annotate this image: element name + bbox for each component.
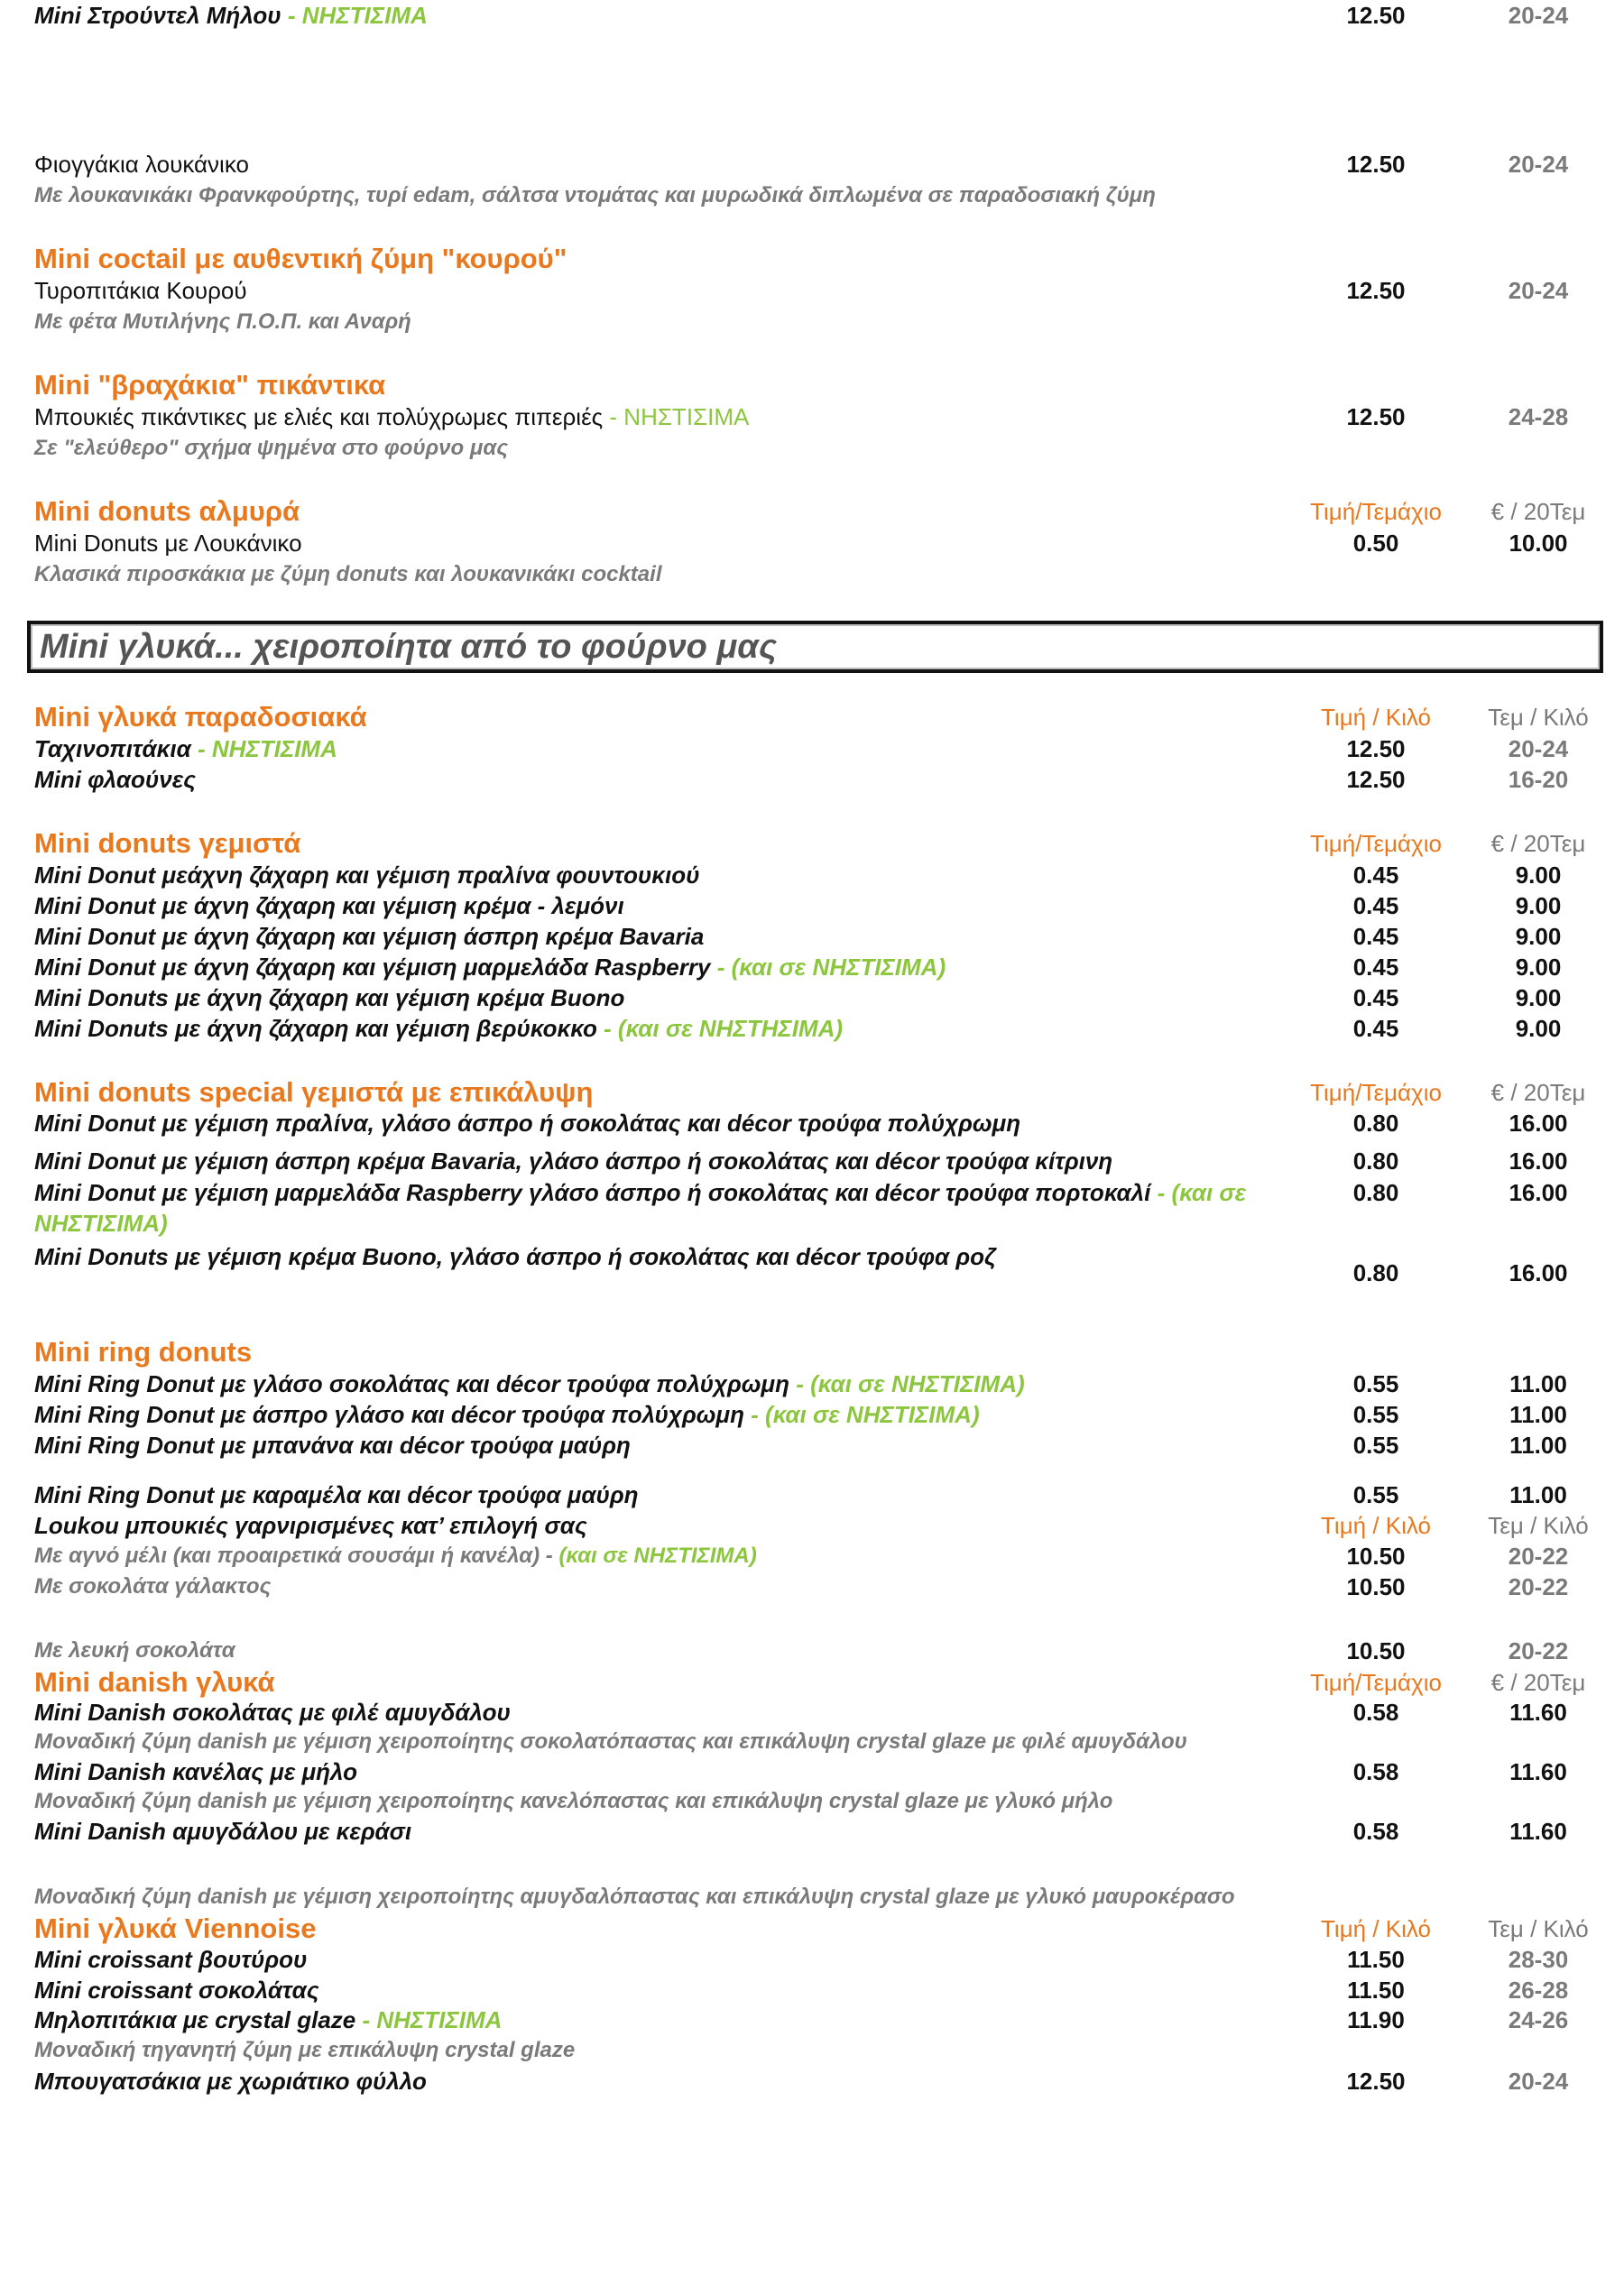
- banner-title: Mini γλυκά... χειροποίητα από το φούρνο μας: [40, 628, 778, 666]
- section-heading: [0, 1077, 1624, 1108]
- section-heading: [0, 1337, 1624, 1368]
- price-value: 10.50: [1346, 1637, 1406, 1664]
- item-name: Mini Danish αμυγδάλου με κεράσι: [34, 1818, 412, 1845]
- menu-item: [0, 1479, 1624, 1510]
- item-description: [0, 1727, 1624, 1757]
- item-description: [0, 1541, 1624, 1571]
- fasting-label: - ΝΗΣΤΙΣΙΜΑ: [287, 2, 428, 29]
- description-text: Με αγνό μέλι (και προαιρετικά σουσάμι ή κανέλα) - (και σε ΝΗΣΤΙΣΙΜΑ): [34, 1544, 757, 1568]
- quantity-value: 16-20: [1508, 766, 1569, 793]
- item-name: Mini Ring Donut με μπανάνα και décor τρούφα μαύρη: [34, 1432, 631, 1459]
- price-value: 0.55: [1352, 1481, 1399, 1508]
- price-value: 11.90: [1347, 2006, 1405, 2033]
- menu-item: [0, 860, 1624, 890]
- section-heading: [0, 702, 1624, 733]
- section-title: Mini γλυκά Viennoise: [34, 1912, 317, 1944]
- fasting-label: - (και σε ΝΗΣΤΙΣΙΜΑ): [34, 1179, 1247, 1237]
- quantity-value: 20-24: [1508, 277, 1569, 304]
- quantity-value: 20-24: [1508, 151, 1569, 178]
- quantity-value: 9.00: [1515, 984, 1562, 1011]
- fasting-label: - (και σε ΝΗΣΤΙΣΙΜΑ): [796, 1370, 1025, 1397]
- price-column-header: Τιμή / Κιλό: [1321, 1915, 1431, 1942]
- section-title: Mini danish γλυκά: [34, 1666, 275, 1698]
- menu-item: [0, 275, 1624, 306]
- item-name: Mini Danish κανέλας με μήλο: [34, 1758, 358, 1785]
- item-description: [0, 1571, 1624, 1602]
- fasting-label: - (και σε ΝΗΣΤΗΣΙΜΑ): [604, 1015, 844, 1042]
- item-name: Μηλοπιτάκια με crystal glaze - ΝΗΣΤΙΣΙΜΑ: [34, 2006, 503, 2033]
- item-name: Mini croissant βουτύρου: [34, 1946, 308, 1973]
- price-column-header: Τιμή/Τεμάχιο: [1310, 498, 1442, 525]
- item-description: [0, 180, 1624, 211]
- price-value: 0.45: [1352, 984, 1399, 1011]
- section-heading: [0, 370, 1624, 401]
- menu-item: [0, 1975, 1624, 2005]
- price-value: 0.45: [1352, 1015, 1399, 1042]
- quantity-column-header: Τεμ / Κιλό: [1488, 1915, 1589, 1942]
- quantity-value: 16.00: [1509, 1110, 1568, 1137]
- price-value: 11.50: [1347, 1946, 1405, 1973]
- description-text: Με σοκολάτα γάλακτος: [34, 1574, 272, 1599]
- quantity-value: 11.00: [1509, 1481, 1567, 1508]
- item-name: Mini croissant σοκολάτας: [34, 1977, 319, 2004]
- quantity-column-header: Τεμ / Κιλό: [1488, 1512, 1589, 1539]
- quantity-value: 11.00: [1509, 1401, 1567, 1428]
- quantity-column-header: € / 20Τεμ: [1490, 1669, 1586, 1696]
- item-name: Mini Donuts με Λουκάνικο: [34, 530, 302, 557]
- menu-item: [0, 1241, 1624, 1286]
- price-value: 0.80: [1352, 1179, 1399, 1206]
- item-name: Loukou μπουκιές γαρνιρισμένες κατ’ επιλογή σας: [34, 1512, 587, 1539]
- section-heading: [0, 244, 1624, 274]
- item-name: Mini Donut με γέμιση πραλίνα, γλάσο άσπρο ή σοκολάτας και décor τρούφα πολύχρωμη: [34, 1110, 1021, 1137]
- item-name: Mini Donuts με γέμιση κρέμα Buono, γλάσο άσπρο ή σοκολάτας και décor τρούφα ροζ: [34, 1243, 996, 1270]
- fasting-label: - (και σε ΝΗΣΤΙΣΙΜΑ): [751, 1401, 980, 1428]
- menu-item: [0, 1697, 1624, 1728]
- menu-item: [0, 1944, 1624, 1975]
- fasting-label: - ΝΗΣΤΙΣΙΜΑ: [190, 735, 337, 762]
- description-text: Μοναδική τηγανητή ζύμη με επικάλυψη crystal glaze: [34, 2038, 576, 2062]
- quantity-value: 9.00: [1515, 923, 1562, 950]
- menu-item: [0, 1510, 1624, 1541]
- description-text: Μοναδική ζύμη danish με γέμιση χειροποίητης σοκολατόπαστας και επικάλυψη crystal glaze με φιλέ αμυγδάλου: [34, 1729, 1187, 1754]
- price-value: 12.50: [1346, 2, 1406, 29]
- menu-item: [0, 1108, 1624, 1138]
- quantity-value: 24-26: [1508, 2006, 1569, 2033]
- menu-item: [0, 528, 1624, 558]
- item-name: Mini Donut με γέμιση μαρμελάδα Raspberry γλάσο άσπρο ή σοκολάτας και décor τρούφα πορτοκαλί - (και σε ΝΗΣΤΙΣΙΜΑ): [34, 1179, 1247, 1237]
- price-value: 10.50: [1346, 1543, 1406, 1570]
- menu-item: [0, 952, 1624, 982]
- quantity-value: 16.00: [1509, 1179, 1568, 1206]
- item-description: [0, 433, 1624, 464]
- item-name: Mini Ring Donut με καραμέλα και décor τρούφα μαύρη: [34, 1481, 639, 1508]
- section-title: Mini "βραχάκια" πικάντικα: [34, 369, 386, 401]
- quantity-column-header: € / 20Τεμ: [1490, 498, 1586, 525]
- quantity-value: 10.00: [1509, 530, 1568, 557]
- section-title: Mini donuts αλμυρά: [34, 495, 300, 527]
- quantity-value: 9.00: [1515, 862, 1562, 889]
- fasting-label: - ΝΗΣΤΙΣΙΜΑ: [603, 403, 750, 430]
- item-name: Mini Ring Donut με άσπρο γλάσο και décor τρούφα πολύχρωμη - (και σε ΝΗΣΤΙΣΙΜΑ): [34, 1401, 980, 1428]
- quantity-value: 20-22: [1508, 1573, 1569, 1600]
- menu-item: [0, 149, 1624, 180]
- menu-item: [0, 921, 1624, 952]
- item-name: Mini Danish σοκολάτας με φιλέ αμυγδάλου: [34, 1699, 511, 1726]
- quantity-column-header: € / 20Τεμ: [1490, 1079, 1586, 1106]
- description-text: Μοναδική ζύμη danish με γέμιση χειροποίητης αμυγδαλόπαστας και επικάλυψη crystal glaze με γλυκό μαυροκέρασο: [34, 1885, 1235, 1909]
- quantity-value: 11.00: [1509, 1370, 1567, 1397]
- price-value: 0.45: [1352, 862, 1399, 889]
- price-value: 0.58: [1352, 1758, 1399, 1785]
- menu-item: [0, 0, 1624, 31]
- quantity-value: 28-30: [1508, 1946, 1569, 1973]
- item-name: Mini Donuts με άχνη ζάχαρη και γέμιση βερύκοκκο - (και σε ΝΗΣΤΗΣΙΜΑ): [34, 1015, 844, 1042]
- quantity-value: 24-28: [1508, 403, 1569, 430]
- price-column-header: Τιμή/Τεμάχιο: [1310, 830, 1442, 857]
- price-column-header: Τιμή / Κιλό: [1321, 1512, 1431, 1539]
- quantity-value: 16.00: [1509, 1148, 1568, 1175]
- section-title: Mini ring donuts: [34, 1336, 253, 1368]
- price-value: 0.45: [1352, 892, 1399, 919]
- description-text: Κλασικά πιροσκάκια με ζύμη donuts και λουκανικάκι cocktail: [34, 562, 662, 586]
- menu-item: [0, 1013, 1624, 1044]
- menu-item: [0, 1816, 1624, 1847]
- quantity-value: 20-24: [1508, 2068, 1569, 2095]
- description-text: Με φέτα Μυτιλήνης Π.Ο.Π. και Αναρή: [34, 309, 411, 334]
- item-description: [0, 1636, 1624, 1666]
- quantity-value: 11.60: [1509, 1758, 1567, 1785]
- price-value: 10.50: [1346, 1573, 1406, 1600]
- quantity-value: 20-22: [1508, 1637, 1569, 1664]
- section-title: Mini coctail με αυθεντική ζύμη "κουρού": [34, 243, 567, 274]
- item-name: Φιογγάκια λουκάνικο: [34, 151, 249, 178]
- section-title: Mini donuts special γεμιστά με επικάλυψη: [34, 1076, 594, 1108]
- price-value: 0.58: [1352, 1699, 1399, 1726]
- item-name: Mini Donut με άχνη ζάχαρη και γέμιση μαρμελάδα Raspberry - (και σε ΝΗΣΤΙΣΙΜΑ): [34, 954, 946, 981]
- price-value: 0.55: [1352, 1370, 1399, 1397]
- price-column-header: Τιμή / Κιλό: [1321, 704, 1431, 731]
- item-name: Mini Donut με άχνη ζάχαρη και γέμιση κρέμα - λεμόνι: [34, 892, 624, 919]
- quantity-column-header: Τεμ / Κιλό: [1488, 704, 1589, 731]
- price-value: 12.50: [1346, 766, 1406, 793]
- quantity-value: 20-22: [1508, 1543, 1569, 1570]
- price-column-header: Τιμή/Τεμάχιο: [1310, 1079, 1442, 1106]
- menu-item: [0, 1399, 1624, 1430]
- price-value: 0.55: [1352, 1401, 1399, 1428]
- description-text: Με λουκανικάκι Φρανκφούρτης, τυρί edam, σάλτσα ντομάτας και μυρωδικά διπλωμένα σε παραδοσιακή ζύμη: [34, 183, 1156, 207]
- menu-item: [0, 1756, 1624, 1787]
- price-value: 12.50: [1346, 735, 1406, 762]
- item-name: Mini Donut με άχνη ζάχαρη και γέμιση άσπρη κρέμα Bavaria: [34, 923, 705, 950]
- quantity-value: 9.00: [1515, 954, 1562, 981]
- price-value: 0.80: [1352, 1110, 1399, 1137]
- section-banner-sweets: [27, 621, 1603, 673]
- item-name: Μπουγατσάκια με χωριάτικο φύλλο: [34, 2068, 427, 2095]
- item-name: Τυροπιτάκια Κουρού: [34, 277, 247, 304]
- fasting-label: - (και σε ΝΗΣΤΙΣΙΜΑ): [716, 954, 946, 981]
- price-value: 0.55: [1352, 1432, 1399, 1459]
- item-name: Ταχινοπιτάκια - ΝΗΣΤΙΣΙΜΑ: [34, 735, 337, 762]
- price-value: 12.50: [1346, 277, 1406, 304]
- item-name: Mini Donut με γέμιση άσπρη κρέμα Bavaria, γλάσο άσπρο ή σοκολάτας και décor τρούφα κίτρινη: [34, 1148, 1113, 1175]
- menu-item: [0, 2066, 1624, 2097]
- section-title: Mini donuts γεμιστά: [34, 827, 301, 859]
- price-value: 0.80: [1352, 1259, 1399, 1286]
- quantity-value: 9.00: [1515, 892, 1562, 919]
- price-value: 0.80: [1352, 1148, 1399, 1175]
- quantity-value: 16.00: [1509, 1259, 1568, 1286]
- description-text: Με λευκή σοκολάτα: [34, 1638, 235, 1663]
- price-value: 11.50: [1347, 1977, 1405, 2004]
- menu-item: [0, 1146, 1624, 1176]
- description-text: Μοναδική ζύμη danish με γέμιση χειροποίητης κανελόπαστας και επικάλυψη crystal glaze με γλυκό μήλο: [34, 1789, 1113, 1813]
- fasting-label: (και σε ΝΗΣΤΙΣΙΜΑ): [558, 1544, 757, 1568]
- section-heading: [0, 496, 1624, 527]
- section-heading: [0, 1667, 1624, 1698]
- price-value: 0.45: [1352, 954, 1399, 981]
- item-name: Mini Ring Donut με γλάσο σοκολάτας και décor τρούφα πολύχρωμη - (και σε ΝΗΣΤΙΣΙΜΑ): [34, 1370, 1025, 1397]
- quantity-value: 20-24: [1508, 2, 1569, 29]
- menu-item: [0, 1369, 1624, 1399]
- quantity-value: 11.60: [1509, 1818, 1567, 1845]
- price-value: 0.58: [1352, 1818, 1399, 1845]
- menu-item: [0, 733, 1624, 764]
- item-name: Mini Στρούντελ Μήλου - ΝΗΣΤΙΣΙΜΑ: [34, 2, 428, 29]
- quantity-value: 20-24: [1508, 735, 1569, 762]
- section-heading: [0, 1913, 1624, 1944]
- item-name: Μπουκιές πικάντικες με ελιές και πολύχρωμες πιπεριές - ΝΗΣΤΙΣΙΜΑ: [34, 403, 750, 430]
- fasting-label: - ΝΗΣΤΙΣΙΜΑ: [362, 2006, 503, 2033]
- price-value: 12.50: [1346, 403, 1406, 430]
- menu-item: [0, 2005, 1624, 2035]
- price-value: 0.45: [1352, 923, 1399, 950]
- item-name: Mini Donuts με άχνη ζάχαρη και γέμιση κρέμα Buono: [34, 984, 625, 1011]
- item-description: [0, 307, 1624, 337]
- price-value: 0.50: [1352, 530, 1399, 557]
- quantity-value: 9.00: [1515, 1015, 1562, 1042]
- quantity-value: 26-28: [1508, 1977, 1569, 2004]
- item-name: Mini Donut μεάχνη ζάχαρη και γέμιση πραλίνα φουντουκιού: [34, 862, 700, 889]
- item-description: [0, 2035, 1624, 2066]
- menu-item: [0, 401, 1624, 432]
- menu-item: [0, 764, 1624, 795]
- quantity-value: 11.60: [1509, 1699, 1567, 1726]
- description-text: Σε "ελεύθερο" σχήμα ψημένα στο φούρνο μας: [34, 436, 508, 460]
- quantity-column-header: € / 20Τεμ: [1490, 830, 1586, 857]
- menu-item: [0, 1177, 1624, 1237]
- price-column-header: Τιμή/Τεμάχιο: [1310, 1669, 1442, 1696]
- menu-item: [0, 982, 1624, 1013]
- price-value: 12.50: [1346, 151, 1406, 178]
- menu-item: [0, 890, 1624, 921]
- section-heading: [0, 828, 1624, 859]
- item-description: [0, 1786, 1624, 1817]
- item-description: [0, 1882, 1624, 1912]
- menu-item: [0, 1430, 1624, 1461]
- price-value: 12.50: [1346, 2068, 1406, 2095]
- quantity-value: 11.00: [1509, 1432, 1567, 1459]
- item-description: [0, 559, 1624, 590]
- item-name: Mini φλαούνες: [34, 766, 196, 793]
- section-title: Mini γλυκά παραδοσιακά: [34, 701, 367, 733]
